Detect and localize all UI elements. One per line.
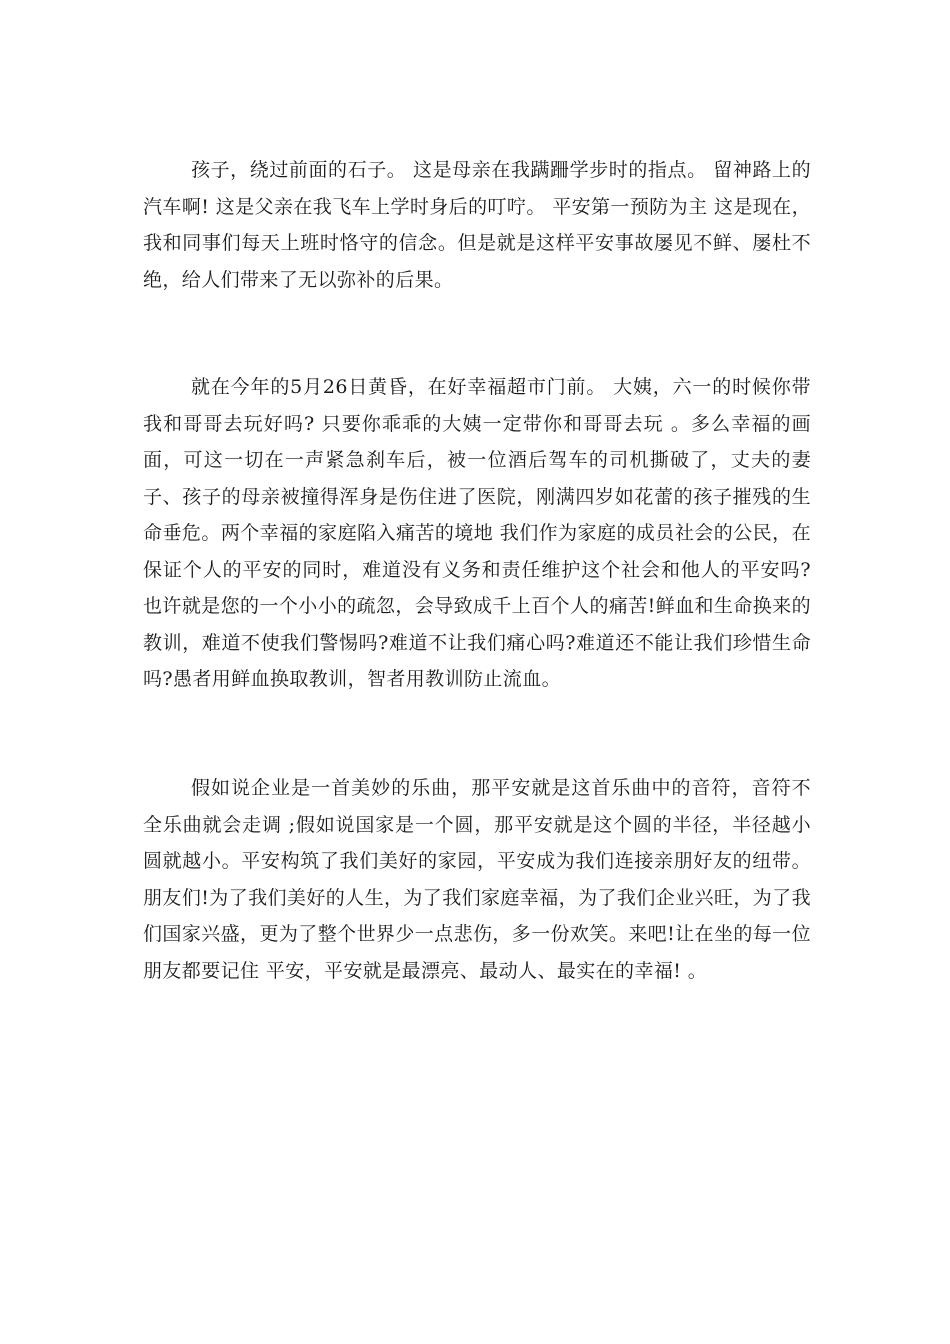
paragraph-1: 孩子，绕过前面的石子。 这是母亲在我蹒跚学步时的指点。 留神路上的汽车啊! 这是父亲在我飞车上学时身后的叮咛。 平安第一预防为主 这是现在，我和同事们每天上班时恪守的信念。但是就是这样平安事故屡见不鲜、屡杜不绝，给人们带来了无以弥补的后果。 [143,159,811,291]
paragraph-2: 就在今年的5月26日黄昏，在好幸福超市门前。 大姨，六一的时候你带我和哥哥去玩好吗? 只要你乖乖的大姨一定带你和哥哥去玩 。多么幸福的画面，可这一切在一声紧急刹车后，被一位酒后驾车的司机撕破了，丈夫的妻子、孩子的母亲被撞得浑身是伤住进了医院，刚满四岁如花蕾的孩子摧残的生命垂危。两个幸福的家庭陷入痛苦的境地 我们作为家庭的成员社会的公民，在保证个人的平安的同时，难道没有义务和责任维护这个社会和他人的平安吗?也许就是您的一个小小的疏忽，会导致成千上百个人的痛苦!鲜血和生命换来的教训，难道不使我们警惕吗?难道不让我们痛心吗?难道还不能让我们珍惜生命吗?愚者用鲜血换取教训，智者用教训防止流血。 [143,376,811,690]
paragraph-3: 假如说企业是一首美妙的乐曲，那平安就是这首乐曲中的音符，音符不全乐曲就会走调 ;假如说国家是一个圆，那平安就是这个圆的半径，半径越小圆就越小。平安构筑了我们美好的家园，平安成为我们连接亲朋好友的纽带。朋友们!为了我们美好的人生，为了我们家庭幸福，为了我们企业兴旺，为了我们国家兴盛，更为了整个世界少一点悲伤，多一份欢笑。来吧!让在坐的每一位朋友都要记住 平安，平安就是最漂亮、最动人、最实在的幸福! 。 [143,777,811,982]
